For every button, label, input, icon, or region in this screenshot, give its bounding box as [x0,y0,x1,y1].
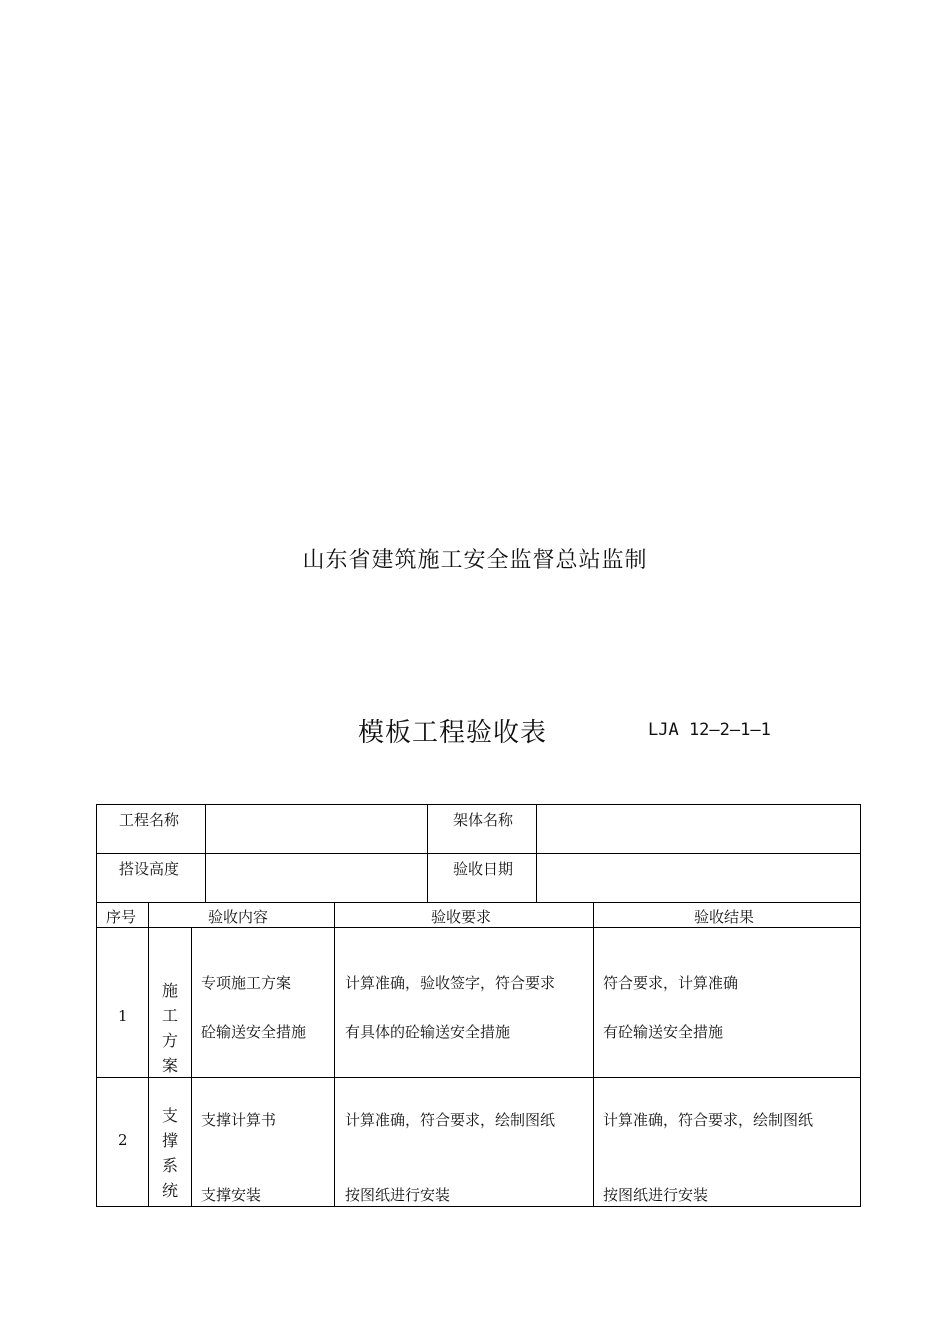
frame-name-label: 架体名称 [453,811,514,829]
row-1-item-1-result: 符合要求，计算准确 [603,974,739,992]
row-1-item-2-content: 砼输送安全措施 [201,1023,307,1041]
row-2-category [159,1103,181,1203]
acceptance-table [96,804,861,1207]
row-2-item-1-requirement: 计算准确，符合要求，绘制图纸 [345,1111,556,1129]
row-2-category-char: 系 [161,1156,178,1175]
row-2-item-2-requirement: 按图纸进行安装 [345,1186,451,1204]
row-1-category-char: 案 [161,1056,178,1075]
header-content: 验收内容 [208,908,269,926]
row-2-item-1-content: 支撑计算书 [201,1111,277,1129]
form-code: LJA 12—2—1—1 [648,720,771,740]
row-2-item-2-result: 按图纸进行安装 [603,1186,709,1204]
header-seq: 序号 [106,908,137,926]
row-2-category-char: 撑 [161,1131,178,1150]
row-1-item-1-requirement: 计算准确，验收签字，符合要求 [345,974,556,992]
supervising-authority: 山东省建筑施工安全监督总站监制 [302,548,648,573]
project-name-label: 工程名称 [119,811,180,829]
row-1-seq: 1 [118,1007,128,1025]
row-2-item-2-content: 支撑安装 [201,1186,262,1204]
row-1-item-2-requirement: 有具体的砼输送安全措施 [345,1023,511,1041]
row-1-item-2-result: 有砼输送安全措施 [603,1023,724,1041]
form-title: 模板工程验收表 [358,718,548,748]
row-2-category-char: 支 [161,1106,178,1125]
row-2-category-char: 统 [161,1181,178,1200]
row-1-category-char: 方 [161,1031,178,1050]
header-result: 验收结果 [694,908,755,926]
header-requirement: 验收要求 [431,908,492,926]
row-1-item-1-content: 专项施工方案 [201,974,292,992]
row-2-item-1-result: 计算准确，符合要求，绘制图纸 [603,1111,814,1129]
height-label: 搭设高度 [119,860,180,878]
date-label: 验收日期 [453,860,514,878]
row-1-category-char: 施 [161,981,178,1000]
row-1-category [159,978,181,1078]
row-1-category-char: 工 [161,1006,178,1025]
row-2-seq: 2 [118,1131,128,1149]
